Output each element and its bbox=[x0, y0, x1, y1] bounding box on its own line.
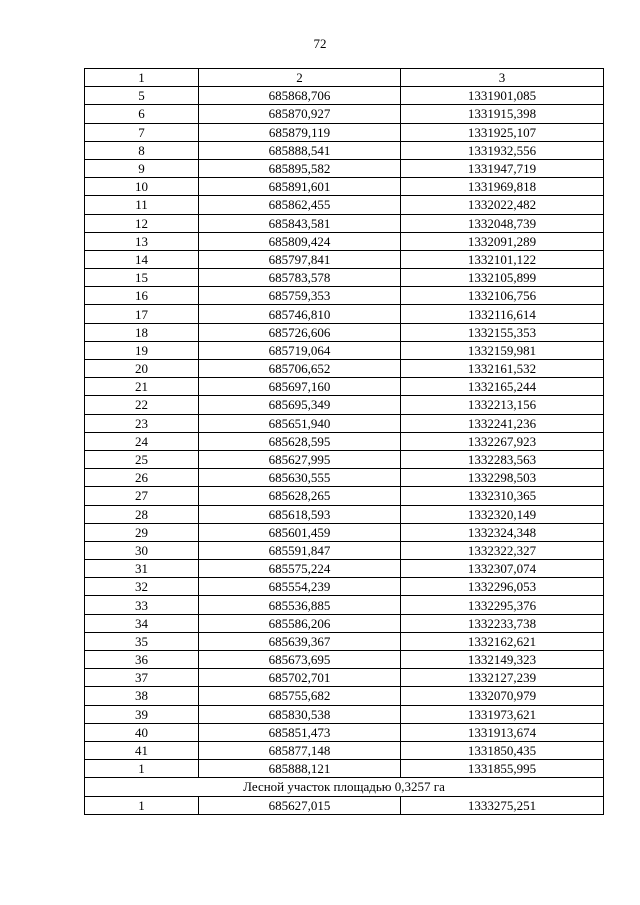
table-row bbox=[85, 632, 604, 650]
point-number-cell: 12 bbox=[85, 214, 199, 232]
table-row bbox=[85, 578, 604, 596]
point-number-cell: 6 bbox=[85, 105, 199, 123]
x-coordinate-cell: 685830,538 bbox=[199, 705, 401, 723]
point-number-cell: 23 bbox=[85, 414, 199, 432]
section-title: Лесной участок площадью 0,3257 га bbox=[85, 778, 604, 796]
table-row bbox=[85, 523, 604, 541]
y-coordinate-cell: 3 bbox=[401, 69, 604, 87]
point-number-cell: 11 bbox=[85, 196, 199, 214]
table-row bbox=[85, 450, 604, 468]
y-coordinate-cell: 1332283,563 bbox=[401, 450, 604, 468]
y-coordinate-cell: 1332048,739 bbox=[401, 214, 604, 232]
point-number-cell: 10 bbox=[85, 178, 199, 196]
table-row bbox=[85, 105, 604, 123]
y-coordinate-cell: 1331973,621 bbox=[401, 705, 604, 723]
y-coordinate-cell: 1331850,435 bbox=[401, 741, 604, 759]
x-coordinate-cell: 685895,582 bbox=[199, 159, 401, 177]
table-row bbox=[85, 305, 604, 323]
table-row bbox=[85, 159, 604, 177]
y-coordinate-cell: 1331925,107 bbox=[401, 123, 604, 141]
point-number-cell: 19 bbox=[85, 341, 199, 359]
x-coordinate-cell: 685651,940 bbox=[199, 414, 401, 432]
y-coordinate-cell: 1332322,327 bbox=[401, 541, 604, 559]
table-row bbox=[85, 505, 604, 523]
table-row bbox=[85, 432, 604, 450]
x-coordinate-cell: 685888,121 bbox=[199, 760, 401, 778]
point-number-cell: 7 bbox=[85, 123, 199, 141]
y-coordinate-cell: 1332324,348 bbox=[401, 523, 604, 541]
page-number: 72 bbox=[313, 36, 327, 51]
x-coordinate-cell: 685695,349 bbox=[199, 396, 401, 414]
y-coordinate-cell: 1331901,085 bbox=[401, 87, 604, 105]
y-coordinate-cell: 1332161,532 bbox=[401, 360, 604, 378]
table-row bbox=[85, 196, 604, 214]
x-coordinate-cell: 685697,160 bbox=[199, 378, 401, 396]
y-coordinate-cell: 1331969,818 bbox=[401, 178, 604, 196]
coordinates-table-body bbox=[85, 69, 604, 815]
table-row bbox=[85, 396, 604, 414]
x-coordinate-cell: 685628,595 bbox=[199, 432, 401, 450]
y-coordinate-cell: 1332213,156 bbox=[401, 396, 604, 414]
x-coordinate-cell: 685628,265 bbox=[199, 487, 401, 505]
table-row bbox=[85, 87, 604, 105]
table-row bbox=[85, 723, 604, 741]
x-coordinate-cell: 685719,064 bbox=[199, 341, 401, 359]
point-number-cell: 13 bbox=[85, 232, 199, 250]
point-number-cell: 24 bbox=[85, 432, 199, 450]
x-coordinate-cell: 685809,424 bbox=[199, 232, 401, 250]
table-row bbox=[85, 360, 604, 378]
x-coordinate-cell: 685746,810 bbox=[199, 305, 401, 323]
point-number-cell: 15 bbox=[85, 269, 199, 287]
x-coordinate-cell: 685862,455 bbox=[199, 196, 401, 214]
x-coordinate-cell: 685797,841 bbox=[199, 250, 401, 268]
x-coordinate-cell: 685702,701 bbox=[199, 669, 401, 687]
point-number-cell: 1 bbox=[85, 69, 199, 87]
x-coordinate-cell: 685726,606 bbox=[199, 323, 401, 341]
point-number-cell: 31 bbox=[85, 560, 199, 578]
point-number-cell: 20 bbox=[85, 360, 199, 378]
table-row bbox=[85, 269, 604, 287]
table-row bbox=[85, 487, 604, 505]
table-row bbox=[85, 341, 604, 359]
x-coordinate-cell: 685536,885 bbox=[199, 596, 401, 614]
y-coordinate-cell: 1331932,556 bbox=[401, 141, 604, 159]
x-coordinate-cell: 685759,353 bbox=[199, 287, 401, 305]
table-row bbox=[85, 214, 604, 232]
x-coordinate-cell: 685888,541 bbox=[199, 141, 401, 159]
point-number-cell: 17 bbox=[85, 305, 199, 323]
table-row bbox=[85, 323, 604, 341]
table-header-row bbox=[85, 69, 604, 87]
point-number-cell: 26 bbox=[85, 469, 199, 487]
y-coordinate-cell: 1332165,244 bbox=[401, 378, 604, 396]
x-coordinate-cell: 685706,652 bbox=[199, 360, 401, 378]
y-coordinate-cell: 1333275,251 bbox=[401, 796, 604, 814]
y-coordinate-cell: 1332320,149 bbox=[401, 505, 604, 523]
table-row bbox=[85, 178, 604, 196]
point-number-cell: 25 bbox=[85, 450, 199, 468]
point-number-cell: 39 bbox=[85, 705, 199, 723]
y-coordinate-cell: 1332159,981 bbox=[401, 341, 604, 359]
x-coordinate-cell: 685891,601 bbox=[199, 178, 401, 196]
y-coordinate-cell: 1332106,756 bbox=[401, 287, 604, 305]
table-row bbox=[85, 123, 604, 141]
y-coordinate-cell: 1332070,979 bbox=[401, 687, 604, 705]
point-number-cell: 41 bbox=[85, 741, 199, 759]
y-coordinate-cell: 1332241,236 bbox=[401, 414, 604, 432]
x-coordinate-cell: 685673,695 bbox=[199, 651, 401, 669]
x-coordinate-cell: 2 bbox=[199, 69, 401, 87]
y-coordinate-cell: 1332091,289 bbox=[401, 232, 604, 250]
y-coordinate-cell: 1332298,503 bbox=[401, 469, 604, 487]
section-title-row bbox=[85, 778, 604, 796]
y-coordinate-cell: 1332155,353 bbox=[401, 323, 604, 341]
point-number-cell: 37 bbox=[85, 669, 199, 687]
point-number-cell: 36 bbox=[85, 651, 199, 669]
y-coordinate-cell: 1332022,482 bbox=[401, 196, 604, 214]
point-number-cell: 32 bbox=[85, 578, 199, 596]
x-coordinate-cell: 685601,459 bbox=[199, 523, 401, 541]
point-number-cell: 16 bbox=[85, 287, 199, 305]
y-coordinate-cell: 1332162,621 bbox=[401, 632, 604, 650]
point-number-cell: 1 bbox=[85, 760, 199, 778]
table-row bbox=[85, 687, 604, 705]
y-coordinate-cell: 1331947,719 bbox=[401, 159, 604, 177]
x-coordinate-cell: 685618,593 bbox=[199, 505, 401, 523]
table-row bbox=[85, 232, 604, 250]
x-coordinate-cell: 685627,995 bbox=[199, 450, 401, 468]
table-row bbox=[85, 469, 604, 487]
y-coordinate-cell: 1332105,899 bbox=[401, 269, 604, 287]
coordinates-table bbox=[84, 68, 604, 815]
point-number-cell: 5 bbox=[85, 87, 199, 105]
x-coordinate-cell: 685755,682 bbox=[199, 687, 401, 705]
point-number-cell: 35 bbox=[85, 632, 199, 650]
x-coordinate-cell: 685630,555 bbox=[199, 469, 401, 487]
table-row bbox=[85, 596, 604, 614]
point-number-cell: 40 bbox=[85, 723, 199, 741]
table-row bbox=[85, 651, 604, 669]
table-row bbox=[85, 141, 604, 159]
point-number-cell: 34 bbox=[85, 614, 199, 632]
table-row bbox=[85, 414, 604, 432]
x-coordinate-cell: 685627,015 bbox=[199, 796, 401, 814]
y-coordinate-cell: 1332149,323 bbox=[401, 651, 604, 669]
point-number-cell: 27 bbox=[85, 487, 199, 505]
table-row bbox=[85, 614, 604, 632]
point-number-cell: 38 bbox=[85, 687, 199, 705]
table-row bbox=[85, 741, 604, 759]
x-coordinate-cell: 685783,578 bbox=[199, 269, 401, 287]
x-coordinate-cell: 685591,847 bbox=[199, 541, 401, 559]
table-row bbox=[85, 378, 604, 396]
x-coordinate-cell: 685586,206 bbox=[199, 614, 401, 632]
point-number-cell: 22 bbox=[85, 396, 199, 414]
y-coordinate-cell: 1332127,239 bbox=[401, 669, 604, 687]
x-coordinate-cell: 685575,224 bbox=[199, 560, 401, 578]
table-row bbox=[85, 760, 604, 778]
table-row bbox=[85, 705, 604, 723]
table-row bbox=[85, 669, 604, 687]
point-number-cell: 30 bbox=[85, 541, 199, 559]
y-coordinate-cell: 1331915,398 bbox=[401, 105, 604, 123]
x-coordinate-cell: 685554,239 bbox=[199, 578, 401, 596]
y-coordinate-cell: 1332307,074 bbox=[401, 560, 604, 578]
table-row bbox=[85, 541, 604, 559]
point-number-cell: 1 bbox=[85, 796, 199, 814]
point-number-cell: 29 bbox=[85, 523, 199, 541]
point-number-cell: 28 bbox=[85, 505, 199, 523]
x-coordinate-cell: 685877,148 bbox=[199, 741, 401, 759]
x-coordinate-cell: 685851,473 bbox=[199, 723, 401, 741]
y-coordinate-cell: 1332267,923 bbox=[401, 432, 604, 450]
point-number-cell: 21 bbox=[85, 378, 199, 396]
point-number-cell: 8 bbox=[85, 141, 199, 159]
point-number-cell: 33 bbox=[85, 596, 199, 614]
y-coordinate-cell: 1332233,738 bbox=[401, 614, 604, 632]
x-coordinate-cell: 685868,706 bbox=[199, 87, 401, 105]
table-row bbox=[85, 250, 604, 268]
table-row bbox=[85, 560, 604, 578]
x-coordinate-cell: 685843,581 bbox=[199, 214, 401, 232]
point-number-cell: 14 bbox=[85, 250, 199, 268]
table-row bbox=[85, 796, 604, 814]
y-coordinate-cell: 1332101,122 bbox=[401, 250, 604, 268]
y-coordinate-cell: 1331913,674 bbox=[401, 723, 604, 741]
y-coordinate-cell: 1331855,995 bbox=[401, 760, 604, 778]
x-coordinate-cell: 685879,119 bbox=[199, 123, 401, 141]
y-coordinate-cell: 1332116,614 bbox=[401, 305, 604, 323]
x-coordinate-cell: 685639,367 bbox=[199, 632, 401, 650]
table-row bbox=[85, 287, 604, 305]
y-coordinate-cell: 1332295,376 bbox=[401, 596, 604, 614]
point-number-cell: 18 bbox=[85, 323, 199, 341]
y-coordinate-cell: 1332310,365 bbox=[401, 487, 604, 505]
x-coordinate-cell: 685870,927 bbox=[199, 105, 401, 123]
y-coordinate-cell: 1332296,053 bbox=[401, 578, 604, 596]
point-number-cell: 9 bbox=[85, 159, 199, 177]
